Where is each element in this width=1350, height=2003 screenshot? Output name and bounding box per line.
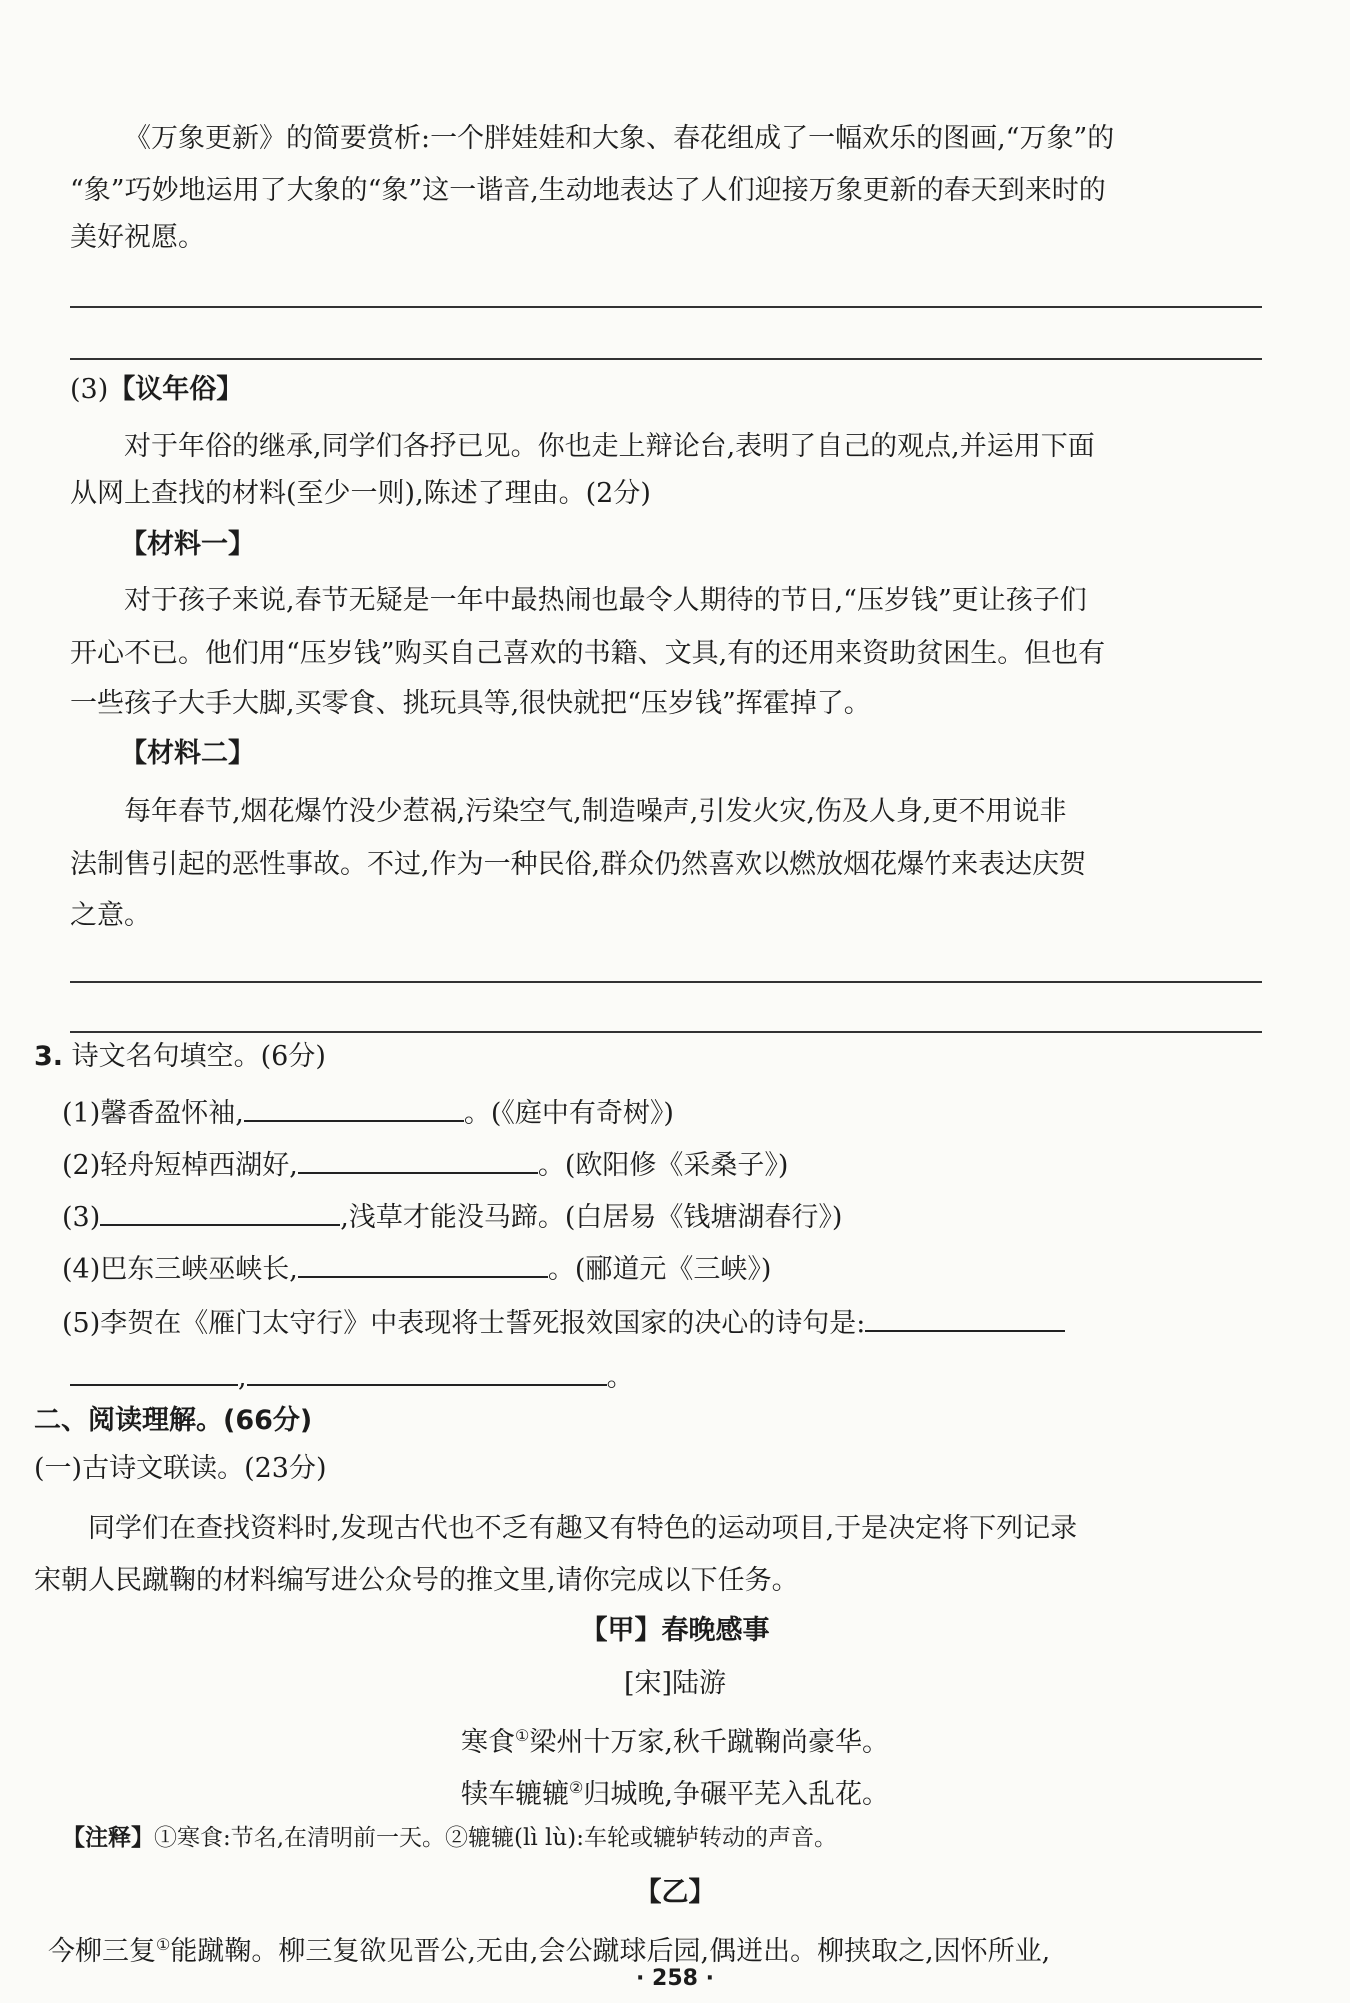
q3-item-3-text: ,浅草才能没马蹄。(白居易《钱塘湖春行》) — [340, 1202, 843, 1233]
answer-line[interactable] — [70, 1031, 1262, 1033]
yi-text: 能蹴鞠。柳三复欲见晋公,无由,会公蹴球后园,偶迸出。柳挟取之,因怀所业, — [170, 1936, 1051, 1967]
poem-text: 犊车 — [461, 1779, 516, 1810]
q3-item-3 — [62, 1194, 842, 1241]
footnote-marker: ① — [156, 1935, 171, 1954]
q3-item-1-text: (1)馨香盈怀袖, — [62, 1098, 244, 1129]
task3-prompt-line-1: 对于年俗的继承,同学们各抒已见。你也走上辩论台,表明了自己的观点,并运用下面 — [124, 431, 1095, 462]
answer-line[interactable] — [70, 306, 1262, 308]
q3-item-5-text: (5)李贺在《雁门太守行》中表现将士誓死报效国家的决心的诗句是: — [62, 1308, 866, 1339]
fill-blank[interactable] — [865, 1300, 1065, 1332]
material1-line-3: 一些孩子大手大脚,买零食、挑玩具等,很快就把“压岁钱”挥霍掉了。 — [70, 688, 871, 719]
material2-line-2: 法制售引起的恶性事故。不过,作为一种民俗,群众仍然喜欢以燃放烟花爆竹来表达庆贺 — [70, 849, 1087, 880]
fill-blank[interactable] — [100, 1194, 340, 1226]
poem-author: [宋]陆游 — [623, 1668, 727, 1699]
answer-line[interactable] — [70, 981, 1262, 983]
comma: , — [238, 1362, 247, 1393]
annotation-label: 【注释】 — [62, 1825, 154, 1851]
q3-number: 3. — [34, 1041, 64, 1072]
q3-item-4 — [62, 1246, 771, 1293]
appreciation-line-1: 《万象更新》的简要赏析:一个胖娃娃和大象、春花组成了一幅欢乐的图画,“万象”的 — [124, 123, 1115, 154]
q3-title-text: 诗文名句填空。(6分) — [71, 1041, 326, 1072]
fill-blank[interactable] — [244, 1090, 464, 1122]
fill-blank[interactable] — [298, 1142, 538, 1174]
q3-item-2-source: 。(欧阳修《采桑子》) — [537, 1150, 789, 1181]
appreciation-line-2: “象”巧妙地运用了大象的“象”这一谐音,生动地表达了人们迎接万象更新的春天到来时的 — [70, 175, 1106, 206]
q3-item-3-num: (3) — [62, 1202, 101, 1233]
poem-text: 梁州十万家,秋千蹴鞠尚豪华。 — [529, 1727, 889, 1758]
poem-line-1 — [0, 1713, 1350, 1766]
q3-item-1-source: 。(《庭中有奇树》) — [463, 1098, 674, 1129]
section2-intro-line-1: 同学们在查找资料时,发现古代也不乏有趣又有特色的运动项目,于是决定将下列记录 — [88, 1513, 1078, 1544]
yi-text: 今柳三复 — [48, 1936, 156, 1967]
q3-title — [34, 1034, 326, 1080]
material2-line-1: 每年春节,烟花爆竹没少惹祸,污染空气,制造噪声,引发火灾,伤及人身,更不用说非 — [124, 796, 1067, 827]
material2-line-3: 之意。 — [70, 900, 151, 931]
material1-line-1: 对于孩子来说,春节无疑是一年中最热闹也最令人期待的节日,“压岁钱”更让孩子们 — [124, 585, 1087, 616]
task3-number: (3) — [70, 374, 109, 405]
task3-prompt-line-2: 从网上查找的材料(至少一则),陈述了理由。(2分) — [70, 478, 651, 509]
yi-title: 【乙】 — [634, 1877, 716, 1908]
page-number: · 258 · — [636, 1966, 714, 1991]
poem-title: 【甲】春晚感事 — [580, 1615, 770, 1646]
period: 。 — [606, 1362, 634, 1393]
section2-subtitle: (一)古诗文联读。(23分) — [34, 1453, 327, 1484]
footnote-marker: ① — [515, 1726, 530, 1745]
poem-text: 辘辘 — [515, 1779, 570, 1810]
q3-item-5 — [62, 1300, 1065, 1347]
q3-item-5-continued — [70, 1354, 634, 1401]
material2-title: 【材料二】 — [120, 738, 255, 769]
section2-intro-line-2: 宋朝人民蹴鞠的材料编写进公众号的推文里,请你完成以下任务。 — [34, 1565, 799, 1596]
footnote-marker: ② — [569, 1778, 584, 1797]
annotation-text: ①寒食:节名,在清明前一天。②辘辘(lì lù):车轮或辘轳转动的声音。 — [154, 1825, 837, 1851]
poem-text: 寒食 — [461, 1727, 516, 1758]
q3-item-1 — [62, 1090, 674, 1137]
appreciation-line-3: 美好祝愿。 — [70, 222, 205, 253]
q3-item-2-text: (2)轻舟短棹西湖好, — [62, 1150, 298, 1181]
fill-blank[interactable] — [247, 1354, 607, 1386]
poem-line-2 — [0, 1765, 1350, 1818]
task3-label: 【议年俗】 — [108, 374, 244, 405]
fill-blank[interactable] — [70, 1354, 238, 1386]
answer-line[interactable] — [70, 358, 1262, 360]
poem-annotation — [62, 1820, 837, 1856]
q3-item-2 — [62, 1142, 788, 1189]
material1-title: 【材料一】 — [120, 529, 255, 560]
material1-line-2: 开心不已。他们用“压岁钱”购买自己喜欢的书籍、文具,有的还用来资助贫困生。但也有 — [70, 638, 1106, 669]
task3-heading — [70, 367, 243, 413]
q3-item-4-text: (4)巴东三峡巫峡长, — [62, 1254, 298, 1285]
poem-text: 归城晚,争碾平芜入乱花。 — [583, 1779, 889, 1810]
fill-blank[interactable] — [298, 1246, 548, 1278]
section2-title: 二、阅读理解。(66分) — [34, 1405, 313, 1436]
q3-item-4-source: 。(郦道元《三峡》) — [547, 1254, 772, 1285]
